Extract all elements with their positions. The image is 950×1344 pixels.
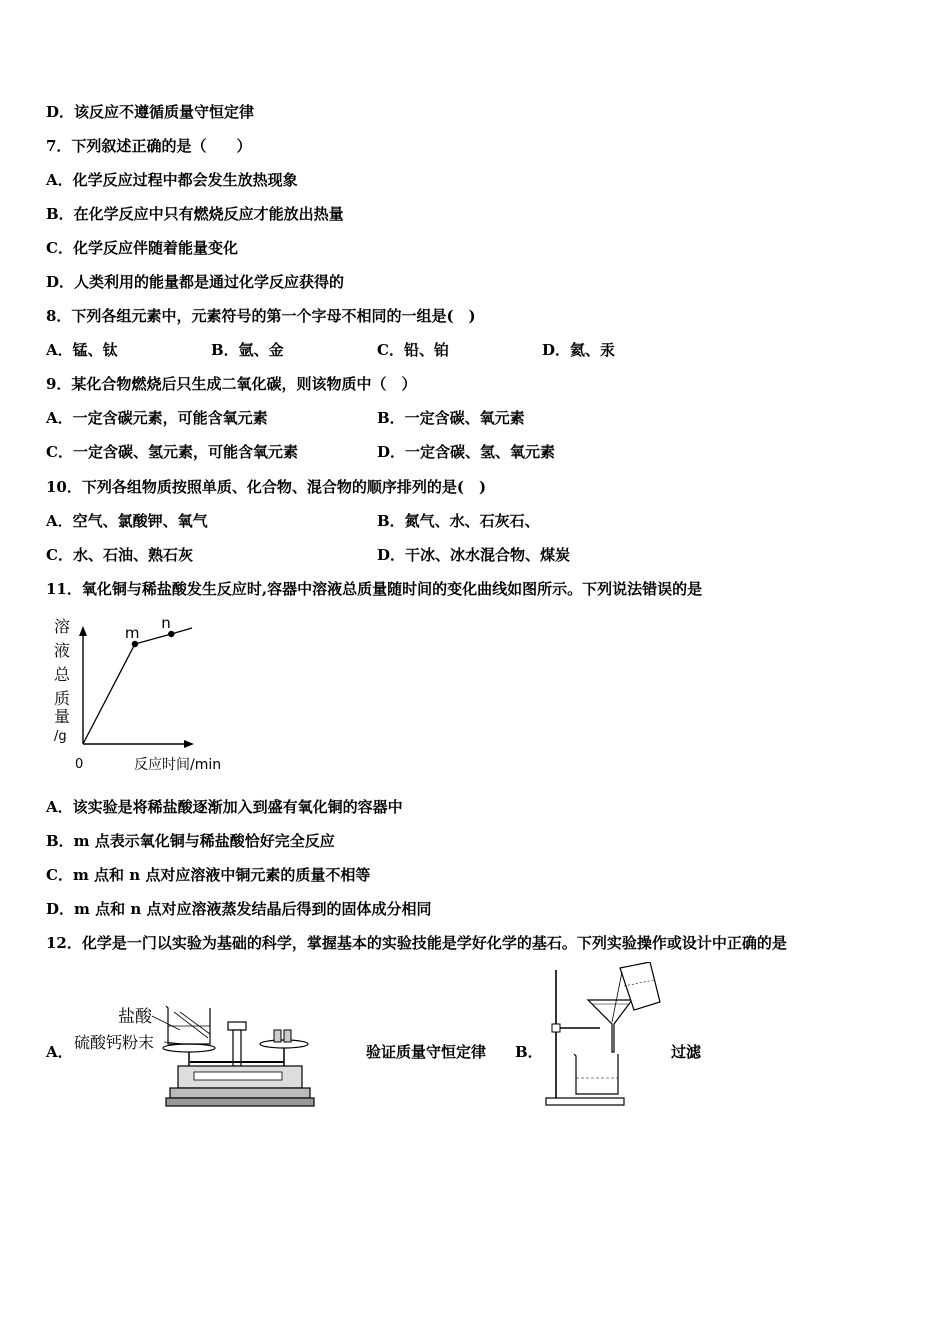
q11-option-d: D．m 点和 n 点对应溶液蒸发结晶后得到的固体成分相同 [46, 900, 432, 918]
receiving-beaker [574, 1054, 618, 1094]
calcium-sulfate-powder-label: 硫酸钙粉末 [74, 1033, 155, 1052]
funnel [588, 1000, 632, 1052]
q8-option-a: A．锰、钛 [46, 341, 118, 359]
y-axis-arrow [79, 626, 87, 636]
q12-option-b-letter: B． [515, 1043, 543, 1061]
balance-scale [194, 1072, 282, 1080]
y-axis-label-char: 溶 [54, 617, 71, 636]
q7-option-b: B．在化学反应中只有燃烧反应才能放出热量 [46, 205, 344, 223]
balance-top [228, 1022, 246, 1030]
q10-stem: 10．下列各组物质按照单质、化合物、混合物的顺序排列的是( ) [46, 478, 487, 496]
q11-option-a: A．该实验是将稀盐酸逐渐加入到盛有氧化铜的容器中 [46, 798, 403, 816]
q12-option-a-letter: A． [46, 1043, 73, 1061]
origin-label: 0 [75, 757, 84, 772]
q10-option-d: D．干冰、冰水混合物、煤炭 [377, 546, 571, 564]
q9-option-d: D．一定含碳、氢、氧元素 [377, 443, 556, 461]
q9-option-c: C．一定含碳、氢元素，可能含氧元素 [46, 443, 298, 461]
balance-base [170, 1088, 310, 1098]
y-axis-label-char: 液 [54, 641, 71, 660]
clamp [552, 1024, 560, 1032]
q7-option-c: C．化学反应伴随着能量变化 [46, 239, 238, 257]
q7-option-a: A．化学反应过程中都会发生放热现象 [46, 171, 298, 189]
weight-2 [284, 1030, 291, 1042]
y-axis-label-char: 质 [54, 689, 71, 708]
test-tube-edge [180, 1012, 210, 1034]
q7-stem: 7．下列叙述正确的是（ ） [46, 137, 252, 155]
point-label-m: m [124, 624, 140, 642]
hydrochloric-acid-label: 盐酸 [118, 1007, 152, 1027]
q9-stem: 9．某化合物燃烧后只生成二氧化碳，则该物质中（ ） [46, 375, 417, 393]
q8-option-d: D．氦、汞 [542, 341, 616, 359]
q9-option-b: B．一定含碳、氧元素 [377, 409, 525, 427]
beaker-outline [166, 1006, 210, 1044]
x-axis-label: 反应时间/min [134, 757, 222, 773]
balance-foot [166, 1098, 314, 1106]
q9-option-a: A．一定含碳元素，可能含氧元素 [46, 409, 268, 427]
mass-time-chart [50, 612, 250, 780]
q7-option-d: D．人类利用的能量都是通过化学反应获得的 [46, 273, 345, 291]
q10-option-b: B．氮气、水、石灰石、 [377, 512, 540, 530]
q8-option-c: C．铅、铂 [377, 341, 449, 359]
point-label-n: n [161, 614, 171, 632]
q12-option-a-text: 验证质量守恒定律 [366, 1043, 487, 1061]
q11-stem: 11．氧化铜与稀盐酸发生反应时,容器中溶液总质量随时间的变化曲线如图所示。下列说法错误的是 [46, 580, 703, 598]
q10-option-a: A．空气、氯酸钾、氧气 [46, 512, 208, 530]
test-tube [174, 1012, 208, 1038]
stand-base [546, 1098, 624, 1105]
q12-stem: 12．化学是一门以实验为基础的科学，掌握基本的实验技能是学好化学的基石。下列实验操作或设计中正确的是 [46, 934, 787, 952]
left-pan [163, 1044, 215, 1052]
balance-experiment-figure [70, 1000, 315, 1112]
q11-option-b: B．m 点表示氧化铜与稀盐酸恰好完全反应 [46, 832, 335, 850]
filtration-figure [538, 962, 668, 1110]
y-axis-unit: /g [54, 729, 67, 744]
weight-1 [274, 1030, 281, 1042]
q8-option-b: B．氩、金 [211, 341, 284, 359]
acid-pointer-line [152, 1016, 180, 1030]
y-axis-label-char: 量 [54, 707, 71, 726]
q11-option-c: C．m 点和 n 点对应溶液中铜元素的质量不相等 [46, 866, 371, 884]
y-axis-label-group [54, 617, 71, 744]
q10-option-c: C．水、石油、熟石灰 [46, 546, 193, 564]
x-axis-arrow [184, 740, 194, 748]
q8-stem: 8．下列各组元素中，元素符号的第一个字母不相同的一组是( ) [46, 307, 476, 325]
q12-option-b-text: 过滤 [671, 1043, 702, 1061]
balance-pillar [233, 1030, 241, 1066]
q6-option-d: D．该反应不遵循质量守恒定律 [46, 103, 255, 121]
y-axis-label-char: 总 [54, 665, 71, 684]
chart-marks [83, 614, 192, 744]
